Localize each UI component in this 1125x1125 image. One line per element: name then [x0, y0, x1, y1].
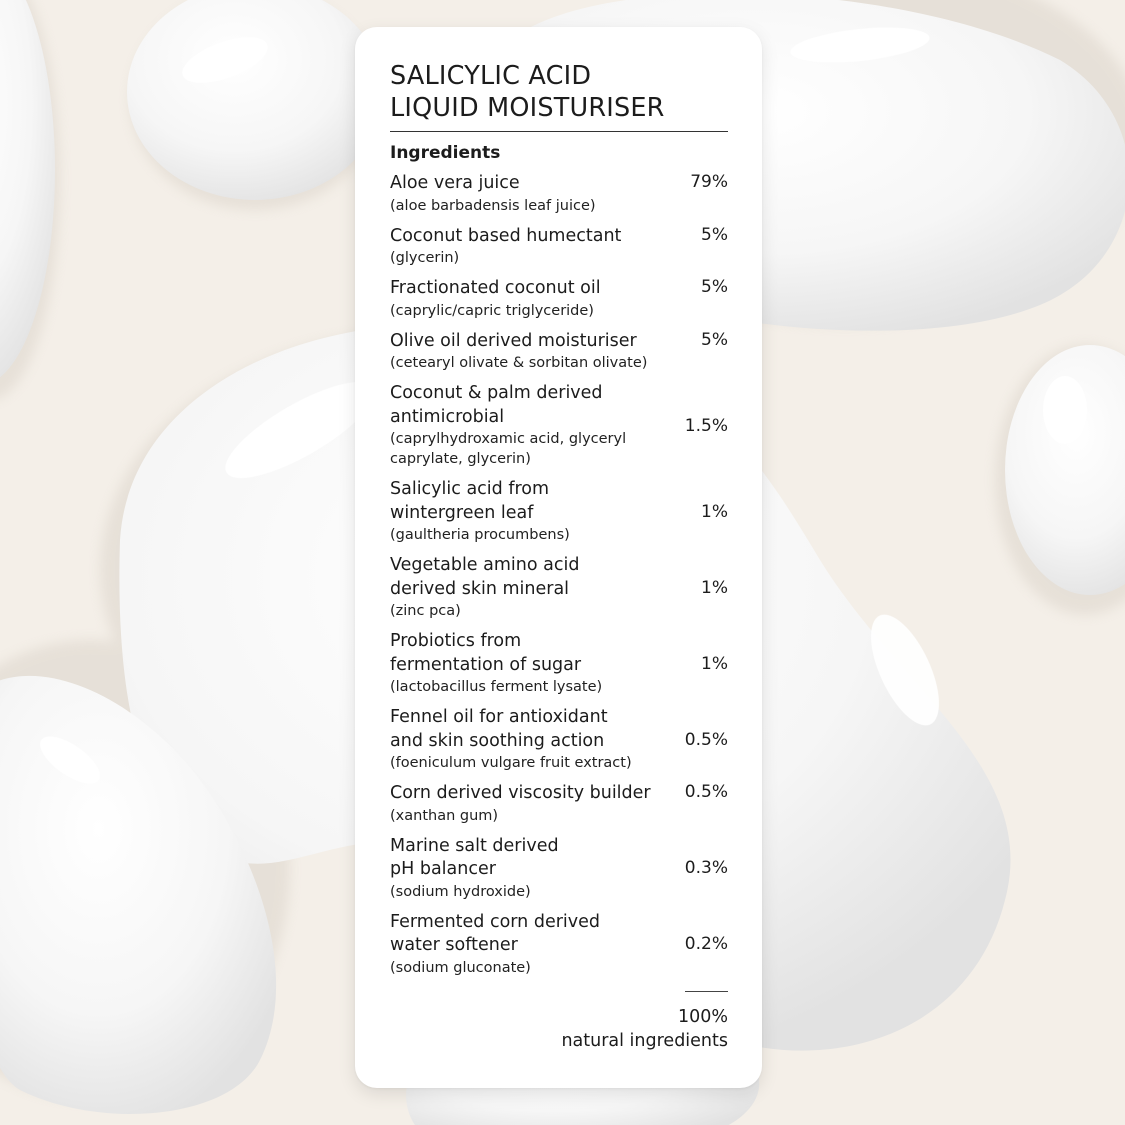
ingredient-inci: (gaultheria procumbens) [390, 527, 570, 543]
ingredient-name: Probiotics from fermentation of sugar [390, 631, 582, 675]
ingredient-list [390, 172, 728, 978]
ingredient-row [390, 277, 728, 321]
total-percent: 100% [677, 1007, 728, 1027]
ingredients-card [355, 27, 762, 1088]
ingredient-row [390, 172, 728, 216]
ingredient-percent: 1% [701, 577, 728, 598]
ingredients-heading: Ingredients [390, 143, 501, 163]
ingredient-row [390, 782, 728, 826]
ingredient-inci: (foeniculum vulgare fruit extract) [390, 755, 632, 771]
ingredient-inci: (sodium gluconate) [390, 959, 531, 976]
ingredient-percent: 0.3% [684, 858, 728, 878]
ingredient-row [390, 382, 728, 469]
ingredient-name: Coconut & palm derived antimicrobial [390, 383, 603, 427]
ingredient-name: Vegetable amino acid derived skin mineral [390, 555, 580, 599]
ingredient-inci: (caprylhydroxamic acid, glyceryl caprylate, glycerin) [390, 431, 627, 467]
ingredient-row [390, 554, 728, 621]
ingredient-row [390, 835, 728, 902]
total-label: natural ingredients [561, 1031, 728, 1051]
ingredient-percent: 1.5% [684, 415, 728, 436]
ingredient-inci: (glycerin) [390, 250, 460, 266]
ingredient-row [390, 478, 728, 545]
ingredient-percent: 5% [701, 277, 728, 297]
total-summary [561, 991, 728, 1053]
ingredient-inci: (zinc pca) [390, 603, 461, 619]
ingredient-percent: 0.5% [684, 729, 728, 750]
ingredient-percent: 5% [701, 224, 728, 245]
ingredient-percent: 1% [701, 653, 728, 674]
ingredient-name: Corn derived viscosity builder [390, 783, 651, 803]
ingredient-percent: 5% [701, 329, 728, 350]
ingredient-row [390, 630, 728, 697]
ingredient-inci: (cetearyl olivate & sorbitan olivate) [390, 355, 648, 371]
ingredient-inci: (xanthan gum) [390, 807, 499, 824]
ingredient-inci: (lactobacillus ferment lysate) [390, 679, 603, 695]
ingredient-inci: (aloe barbadensis leaf juice) [390, 197, 596, 214]
ingredient-name: Olive oil derived moisturiser [390, 330, 637, 351]
ingredient-name: Aloe vera juice [390, 173, 520, 193]
ingredient-row [390, 330, 728, 374]
ingredient-name: Fennel oil for antioxidant and skin soothing action [390, 707, 608, 751]
ingredient-percent: 0.5% [684, 782, 728, 802]
ingredient-name: Salicylic acid from wintergreen leaf [390, 479, 550, 523]
ingredient-row [390, 911, 728, 978]
ingredient-name: Marine salt derived pH balancer [390, 835, 559, 879]
ingredient-inci: (caprylic/capric triglyceride) [390, 302, 594, 319]
ingredient-row [390, 706, 728, 773]
ingredient-inci: (sodium hydroxide) [390, 883, 531, 900]
title-divider [390, 131, 728, 132]
total-divider [685, 991, 728, 992]
ingredient-name: Coconut based humectant [390, 225, 622, 246]
ingredient-row [390, 225, 728, 269]
ingredient-percent: 79% [690, 172, 728, 192]
ingredient-name: Fractionated coconut oil [390, 278, 601, 298]
ingredient-percent: 1% [701, 501, 728, 522]
product-title: SALICYLIC ACID LIQUID MOISTURISER [390, 61, 665, 123]
ingredient-percent: 0.2% [684, 934, 728, 954]
ingredient-name: Fermented corn derived water softener [390, 911, 600, 955]
